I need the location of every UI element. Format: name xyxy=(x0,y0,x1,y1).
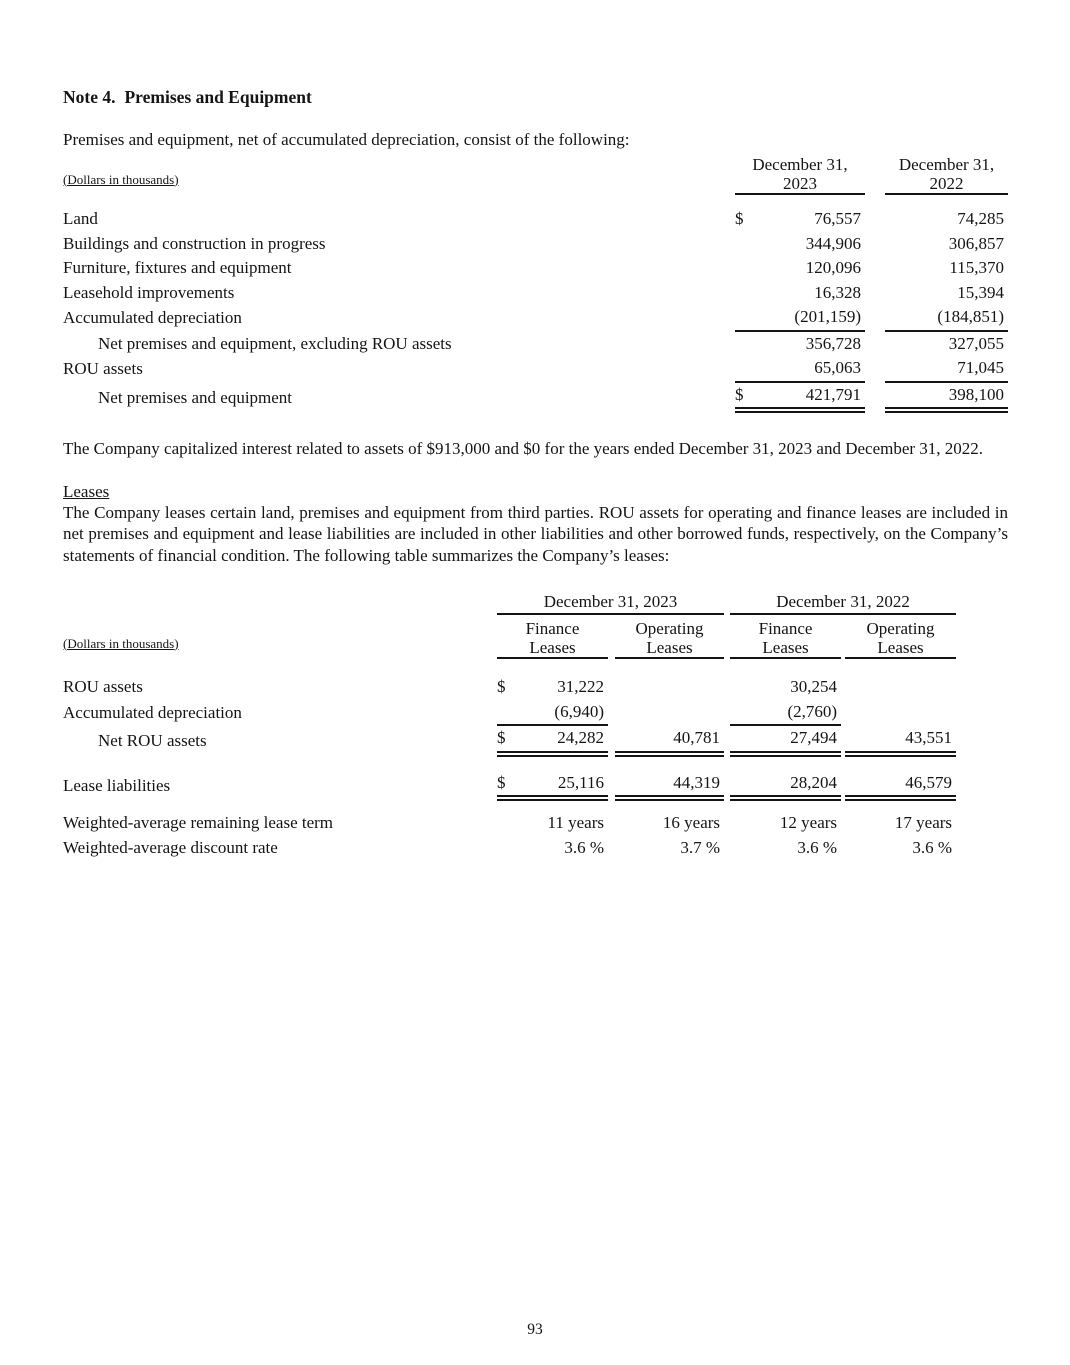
row-label: ROU assets xyxy=(63,677,143,696)
row-label: ROU assets xyxy=(63,359,143,378)
row-label: Buildings and construction in progress xyxy=(63,233,326,253)
page-number: 93 xyxy=(527,1321,543,1338)
column-header-2022: December 31, 2022 xyxy=(885,155,1008,194)
value-finance-2023: 11 years xyxy=(547,813,604,832)
value-finance-2023: (6,940) xyxy=(515,700,608,726)
column-header-finance-leases-2023: Finance Leases xyxy=(497,614,608,658)
group-header-row xyxy=(63,592,956,614)
row-label: Net premises and equipment, excluding ROU assets xyxy=(98,333,452,353)
value-finance-2022: 12 years xyxy=(779,813,838,832)
group-header-2022: December 31, 2022 xyxy=(730,592,956,614)
value-2022: (184,851) xyxy=(885,305,1008,331)
value-operating-2023: 44,319 xyxy=(615,771,724,799)
leases-summary-table xyxy=(63,592,956,860)
table-row xyxy=(63,305,1008,331)
value-finance-2022: 3.6 % xyxy=(797,837,838,857)
currency-symbol: $ xyxy=(735,209,744,228)
value-2023: 120,096 xyxy=(805,258,861,277)
table-row xyxy=(63,356,1008,382)
row-label: Net premises and equipment xyxy=(98,387,293,407)
value-2023: 421,791 xyxy=(753,382,865,411)
table-row xyxy=(63,256,1008,281)
value-finance-2023: 3.6 % xyxy=(564,837,604,857)
value-finance-2022: 30,254 xyxy=(790,677,838,696)
value-2022: 327,055 xyxy=(948,333,1004,353)
value-2023: 65,063 xyxy=(753,356,865,382)
leases-paragraph: The Company leases certain land, premises and equipment from third parties. ROU assets for operating and finance leases are included in net premises and equipment and lease liabilities are included in other liabilities and other borrowed funds, respectively, on the Company’s statements of financial condition. The following table summarizes the Company’s leases: xyxy=(63,502,1008,565)
table-row xyxy=(63,725,956,754)
column-header-finance-leases-2022: Finance Leases xyxy=(730,614,841,658)
capitalized-interest-paragraph: The Company capitalized interest related to assets of $913,000 and $0 for the years ended December 31, 2023 and December 31, 2022. xyxy=(63,439,984,458)
value-2022: 115,370 xyxy=(949,258,1004,277)
value-operating-2022: 43,551 xyxy=(845,725,956,754)
value-operating-2022: 3.6 % xyxy=(912,837,953,857)
value-2023: 344,906 xyxy=(805,233,861,253)
row-label: Accumulated depreciation xyxy=(63,702,242,722)
value-operating-2022: 17 years xyxy=(894,813,953,832)
row-label: Weighted-average discount rate xyxy=(63,837,278,857)
value-finance-2023: 24,282 xyxy=(515,725,608,754)
value-2022: 71,045 xyxy=(885,356,1008,382)
row-label: Leasehold improvements xyxy=(63,282,235,302)
value-2022: 398,100 xyxy=(885,382,1008,411)
row-label: Furniture, fixtures and equipment xyxy=(63,258,292,277)
value-finance-2023: 31,222 xyxy=(557,677,604,696)
table-row xyxy=(63,811,956,836)
dollars-in-thousands-label: (Dollars in thousands) xyxy=(63,171,179,187)
column-header-operating-leases-2022: Operating Leases xyxy=(845,614,956,658)
currency-symbol: $ xyxy=(497,725,515,754)
table-row xyxy=(63,232,1008,257)
value-2022: 15,394 xyxy=(957,282,1004,302)
note-title: Premises and Equipment xyxy=(124,87,312,107)
value-2022: 306,857 xyxy=(948,233,1004,253)
table-row xyxy=(63,207,1008,232)
value-2023: 76,557 xyxy=(814,209,861,228)
currency-symbol: $ xyxy=(735,382,753,411)
table-row xyxy=(63,700,956,726)
table-row xyxy=(63,836,956,861)
value-finance-2022: 27,494 xyxy=(730,725,841,754)
value-2022: 74,285 xyxy=(957,209,1004,228)
value-operating-2022: 46,579 xyxy=(845,771,956,799)
table-header-row xyxy=(63,155,1008,194)
sub-header-row xyxy=(63,614,956,658)
table-row xyxy=(63,382,1008,411)
table-row xyxy=(63,331,1008,357)
row-label: Net ROU assets xyxy=(98,731,207,750)
value-finance-2023: 25,116 xyxy=(515,771,608,799)
note-number: Note 4. xyxy=(63,87,116,107)
value-2023: 16,328 xyxy=(814,282,861,302)
column-header-2023: December 31, 2023 xyxy=(735,155,865,194)
currency-symbol: $ xyxy=(497,677,506,696)
dollars-in-thousands-label: (Dollars in thousands) xyxy=(63,635,179,651)
row-label: Land xyxy=(63,209,98,228)
value-operating-2023: 3.7 % xyxy=(680,837,721,857)
column-header-operating-leases-2023: Operating Leases xyxy=(615,614,724,658)
table-row xyxy=(63,281,1008,306)
note-heading xyxy=(63,86,1008,108)
currency-symbol: $ xyxy=(497,771,515,799)
premises-equipment-table xyxy=(63,155,1008,413)
row-label: Lease liabilities xyxy=(63,775,171,795)
value-2023: (201,159) xyxy=(753,305,865,331)
row-label: Weighted-average remaining lease term xyxy=(63,813,334,832)
value-2023: 356,728 xyxy=(805,333,861,353)
table-row xyxy=(63,771,956,799)
leases-heading: Leases xyxy=(63,481,110,501)
intro-paragraph: Premises and equipment, net of accumulated depreciation, consist of the following: xyxy=(63,130,630,149)
value-operating-2023: 40,781 xyxy=(615,725,724,754)
value-operating-2023: 16 years xyxy=(662,813,721,832)
group-header-2023: December 31, 2023 xyxy=(497,592,724,614)
row-label: Accumulated depreciation xyxy=(63,308,242,327)
table-row xyxy=(63,675,956,700)
value-finance-2022: (2,760) xyxy=(730,700,841,726)
value-finance-2022: 28,204 xyxy=(730,771,841,799)
